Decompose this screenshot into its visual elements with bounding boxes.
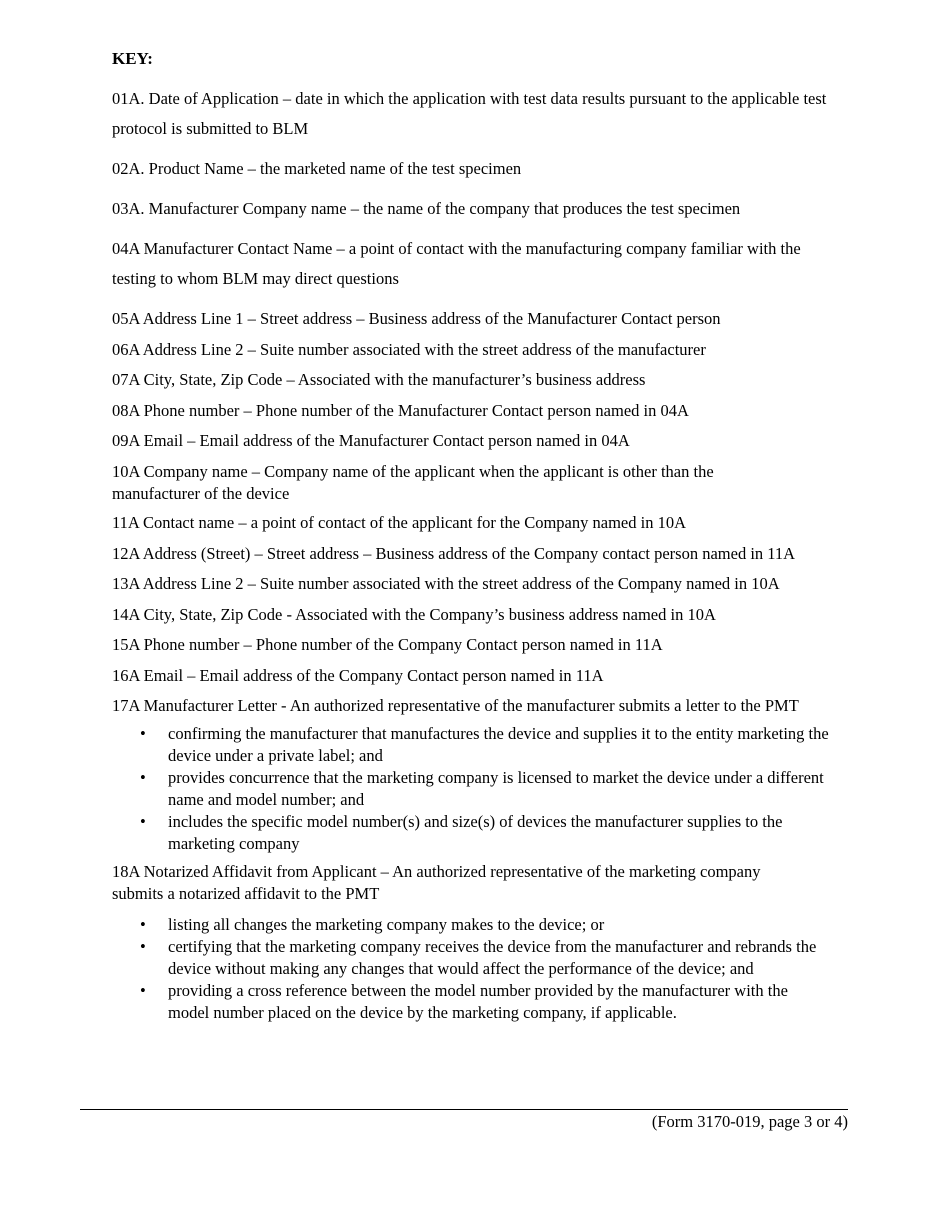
entry-15a: 15A Phone number – Phone number of the Company Contact person named in 11A [112,635,663,654]
entry-06a: 06A Address Line 2 – Suite number associated with the street address of the manufacturer [112,340,706,359]
list-18a [112,914,832,1024]
entry-12a: 12A Address (Street) – Street address – Business address of the Company contact person named in 11A [112,544,796,563]
footer-page-label: (Form 3170-019, page 3 or 4) [651,1112,848,1131]
entry-03a: 03A. Manufacturer Company name – the name of the company that produces the test specimen [112,199,741,218]
entry-13a: 13A Address Line 2 – Suite number associated with the street address of the Company named in 10A [112,574,780,593]
key-heading: KEY: [112,49,153,68]
entry-04a: 04A Manufacturer Contact Name – a point of contact with the manufacturing company familiar with the testing to whom BLM may direct questions [112,239,801,288]
entry-14a: 14A City, State, Zip Code - Associated with the Company’s business address named in 10A [112,605,716,624]
list-item: • listing all changes the marketing company makes to the device; or [112,914,832,936]
list-item: • providing a cross reference between the model number provided by the manufacturer with the model number placed on the device by the marketing company, if applicable. [112,980,832,1024]
entry-02a: 02A. Product Name – the marketed name of the test specimen [112,159,522,178]
entry-10a: 10A Company name – Company name of the applicant when the applicant is other than the manufacturer of the device [112,462,714,503]
list-item: • confirming the manufacturer that manufactures the device and supplies it to the entity marketing the device under a private label; and [112,723,832,767]
footer-divider [80,1109,848,1110]
entry-09a: 09A Email – Email address of the Manufacturer Contact person named in 04A [112,431,630,450]
entry-16a: 16A Email – Email address of the Company Contact person named in 11A [112,666,604,685]
entry-08a: 08A Phone number – Phone number of the Manufacturer Contact person named in 04A [112,401,689,420]
entry-17a: 17A Manufacturer Letter - An authorized representative of the manufacturer submits a letter to the PMT [112,696,799,715]
entry-11a: 11A Contact name – a point of contact of the applicant for the Company named in 10A [112,513,686,532]
entry-01a: 01A. Date of Application – date in which the application with test data results pursuant to the applicable test protocol is submitted to BLM [112,89,827,138]
list-17a [112,723,832,855]
entry-18a: 18A Notarized Affidavit from Applicant – An authorized representative of the marketing company submits a notarized affidavit to the PMT [112,862,761,903]
entry-05a: 05A Address Line 1 – Street address – Business address of the Manufacturer Contact person [112,309,721,328]
list-item: • includes the specific model number(s) and size(s) of devices the manufacturer supplies to the marketing company [112,811,832,855]
list-item: • provides concurrence that the marketing company is licensed to market the device under a different name and model number; and [112,767,832,811]
list-item: • certifying that the marketing company receives the device from the manufacturer and rebrands the device without making any changes that would affect the performance of the device; and [112,936,832,980]
entry-07a: 07A City, State, Zip Code – Associated with the manufacturer’s business address [112,370,646,389]
